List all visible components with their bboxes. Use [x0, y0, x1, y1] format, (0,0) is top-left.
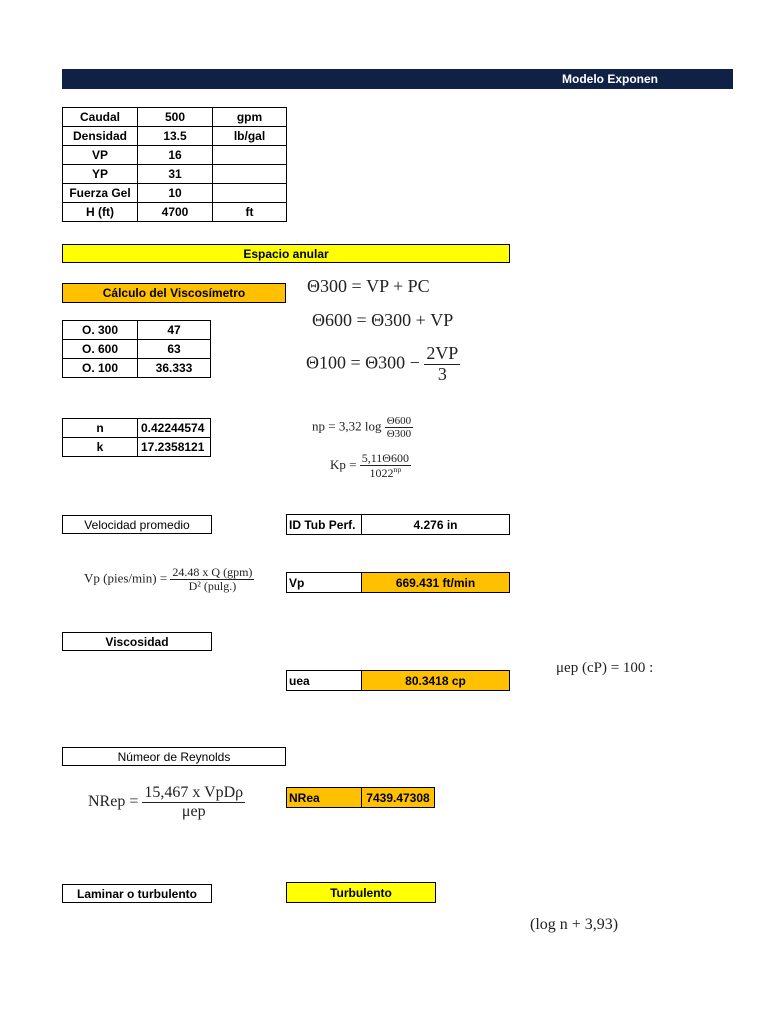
table-row — [63, 203, 287, 222]
theta600-formula: Θ600 = Θ300 + VP — [312, 310, 454, 330]
flow-title: Laminar o turbulento — [62, 884, 212, 903]
input-unit: ft — [213, 203, 287, 222]
table-row — [63, 108, 287, 127]
vp-row — [286, 572, 510, 593]
re-num: 15,467 x VpDρ — [144, 784, 244, 801]
banner-title: Modelo Exponen — [562, 72, 658, 86]
table-row — [63, 359, 211, 378]
input-value[interactable]: 10 — [138, 184, 213, 203]
reynolds-formula — [88, 784, 245, 820]
uea-label: uea — [286, 670, 362, 691]
table-row — [63, 165, 287, 184]
input-value[interactable]: 500 — [138, 108, 213, 127]
vp-lhs: Vp (pies/min) = — [84, 570, 168, 586]
vp-fraction — [170, 566, 254, 593]
table-row — [63, 419, 211, 438]
vp-formula — [84, 566, 254, 593]
log-formula: (log n + 3,93) — [530, 916, 619, 933]
n-label: n — [63, 419, 138, 438]
nrea-value[interactable]: 7439.47308 — [362, 787, 435, 808]
nrea-row — [286, 787, 435, 808]
input-value[interactable]: 13.5 — [138, 127, 213, 146]
vp-den: D² (pulg.) — [188, 579, 237, 594]
table-row — [63, 340, 211, 359]
re-fraction — [142, 784, 245, 820]
reading-value[interactable]: 36.333 — [138, 359, 211, 378]
input-value[interactable]: 4700 — [138, 203, 213, 222]
id-tub-value[interactable]: 4.276 in — [362, 514, 510, 535]
sheet-banner — [62, 69, 733, 89]
id-tub-row — [286, 514, 510, 535]
theta100-formula — [306, 344, 460, 385]
velocity-title: Velocidad promedio — [62, 515, 212, 534]
table-row — [63, 438, 211, 457]
input-unit — [213, 146, 287, 165]
k-label: k — [63, 438, 138, 457]
table-row — [63, 321, 211, 340]
table-row — [63, 127, 287, 146]
theta100-fraction — [424, 344, 460, 385]
input-label: YP — [63, 165, 138, 184]
re-den: μep — [181, 802, 206, 820]
reading-label: O. 600 — [63, 340, 138, 359]
table-row — [63, 146, 287, 165]
k-value[interactable]: 17.2358121 — [138, 438, 211, 457]
re-lhs: NRep = — [88, 792, 139, 810]
np-num: Θ600 — [386, 415, 412, 427]
input-value[interactable]: 16 — [138, 146, 213, 165]
kp-den: $1022^{np}$ — [369, 465, 402, 481]
input-value[interactable]: 31 — [138, 165, 213, 184]
section-title: Espacio anular — [62, 244, 510, 263]
n-value[interactable]: 0.42244574 — [138, 419, 211, 438]
table-row — [63, 184, 287, 203]
visc-readings-table — [62, 320, 211, 378]
np-formula — [312, 415, 413, 440]
reading-label: O. 300 — [63, 321, 138, 340]
input-label: Fuerza Gel — [63, 184, 138, 203]
np-den: Θ300 — [386, 428, 412, 441]
theta100-den: 3 — [437, 363, 447, 384]
kp-fraction — [360, 452, 411, 480]
vp-num: 24.48 x Q (gpm) — [172, 565, 253, 579]
reading-value[interactable]: 63 — [138, 340, 211, 359]
vp-value[interactable]: 669.431 ft/min — [362, 572, 510, 593]
visc-calc-title: Cálculo del Viscosímetro — [62, 283, 286, 303]
input-label: VP — [63, 146, 138, 165]
theta300-formula: Θ300 = VP + PC — [307, 276, 430, 296]
id-tub-label: ID Tub Perf. — [286, 514, 362, 535]
kp-lhs: Kp = — [330, 457, 357, 473]
input-label: H (ft) — [63, 203, 138, 222]
input-unit — [213, 184, 287, 203]
np-fraction — [385, 415, 413, 440]
inputs-table — [62, 107, 287, 222]
input-label: Densidad — [63, 127, 138, 146]
np-lhs: np = 3,32 log — [312, 418, 382, 434]
uea-row — [286, 670, 510, 691]
theta100-num: 2VP — [426, 343, 459, 363]
reynolds-title: Númeor de Reynolds — [62, 747, 286, 766]
kp-formula — [330, 452, 411, 480]
viscosity-title: Viscosidad — [62, 632, 212, 651]
theta100-lhs: Θ100 = Θ300 − — [306, 352, 420, 373]
kp-num: 5,11Θ600 — [361, 451, 409, 465]
mu-formula: μep (cP) = 100 : — [556, 660, 654, 676]
flow-result[interactable]: Turbulento — [286, 882, 436, 903]
input-unit: gpm — [213, 108, 287, 127]
input-label: Caudal — [63, 108, 138, 127]
reading-value[interactable]: 47 — [138, 321, 211, 340]
reading-label: O. 100 — [63, 359, 138, 378]
uea-value[interactable]: 80.3418 cp — [362, 670, 510, 691]
nrea-label: NRea — [286, 787, 362, 808]
input-unit — [213, 165, 287, 184]
vp-label: Vp — [286, 572, 362, 593]
input-unit: lb/gal — [213, 127, 287, 146]
nk-table — [62, 418, 211, 457]
